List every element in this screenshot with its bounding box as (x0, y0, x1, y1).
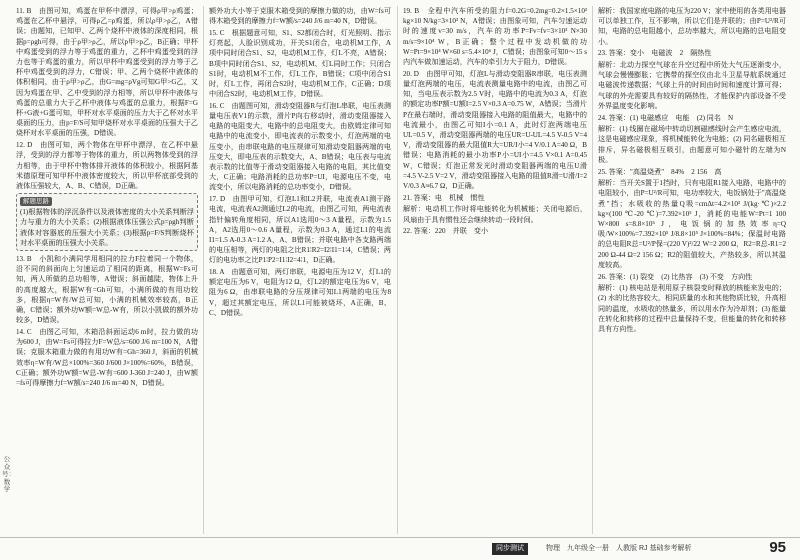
solution-tip-title: 解题思路 (20, 197, 52, 206)
solution-tip-box (16, 193, 198, 251)
answer-11: 11. B 由图可知，鸡蛋在甲杯中漂浮，可得ρ甲>ρ鸡蛋；鸡蛋在乙杯中悬浮，可得ρ乙=ρ鸡蛋，所以ρ甲>ρ乙，A错误；由题知，已知甲、乙两个烧杯中液体的深度相同，根据p=ρgh可得，由于ρ甲>ρ乙，所以p甲>p乙，B正确；甲杯中鸡蛋受到的浮力等于鸡蛋的重力，乙杯中鸡蛋受到的浮力也等于鸡蛋的重力，所以甲杯中鸡蛋受到的浮力等于乙杯中鸡蛋受到的浮力，C错误；甲、乙两个烧杯中液体的体积相同，由于ρ甲>ρ乙，由G=mg=ρVg可知G甲>G乙，又因为鸡蛋在甲、乙中受到的浮力相等，所以甲杯中液体与鸡蛋的总重力大于乙杯中液体与鸡蛋的总重力，根据F=G杯+G液+G蛋可知，甲杯对水平桌面的压力大于乙杯对水平桌面的压力，由p=F/S可知甲烧杯对水平桌面的压强大于乙烧杯对水平桌面的压强，D错误。 (16, 7, 198, 138)
answer-column-1 (16, 6, 198, 536)
answer-13: 13. B 小凯和小满同学用相同的拉力F拉着同一个物体，沿不同的斜面向上匀速运动了相同的距离，根据W=Fs可知，两人所做的总功相等，A错误；斜面越陡，物体上升的高度越大，根据W有=Gh可知，小满所做的有用功较多，根据η=W有/W总可知，小满的机械效率较高，B正确，C错误；额外功W额=W总-W有，所以小凯做的额外功较多，D错误。 (16, 254, 198, 325)
column-divider (397, 6, 398, 534)
answer-26-explanation: 解析：(1) 核电站是利用原子核裂变时释放的核能来发电的；(2) 水的比热容较大，相同质量的水和其他物质比较，升高相同的温度，水吸收的热量多，所以用水作为冷却剂；(3) 能量在转化和转移的过程中总量保持不变，但能量的转化和转移具有方向性。 (598, 284, 786, 334)
answer-column-4 (598, 6, 786, 536)
answer-column-2 (209, 6, 391, 536)
answer-12: 12. D 由图可知，两个物体在甲杯中漂浮，在乙杯中悬浮，受到的浮力都等于物体的重力，所以两物体受到的浮力相等，由于甲杯中物体排开液体的体积较小，根据阿基米德原理可知甲杯中液体密度较大，所以甲杯底部受到的液体压强较大，A、B、C错误，D正确。 (16, 141, 198, 190)
answer-25-explanation: 解析：当开关S置于1挡时，只有电阻R1接入电路，电路中的电阻较小，由P=U²/R可知，电功率较大，电饭锅处于"高温烧煮"挡；水吸收的热量Q吸=cmΔt=4.2×10³ J/(kg·℃)×2.2 kg×(100 ℃-20 ℃)=7.392×10⁵ J，消耗的电能W=Pt=1 100 W×800 s=8.8×10⁵ J，电饭锅的加热效率η=Q吸/W×100%=7.392×10⁵ J/8.8×10⁵ J×100%=84%；保温时电路的总电阻R总=U²/P保=(220 V)²/22 W=2 200 Ω，R2=R总-R1=2 200 Ω-44 Ω=2 156 Ω；R2的阻值较大，产热较多，所以其温度较高。 (598, 179, 786, 269)
answer-15: 15. C 根据题意可知，S1、S2都闭合时，灯光照明、指示灯亮起，人脸识别成功，开关S1闭合，电动机M工作，A项中同时闭合S1、S2，电动机M工作，灯L不亮，A错误；B项中同时闭合S1、S2，电动机M、灯L同时工作；只闭合S1时，电动机M不工作，灯L工作，B错误；C项中闭合S1时，灯L工作，再闭合S2时，电动机M工作，C正确；D项中闭合S2时，电动机M工作，D错误。 (209, 28, 391, 99)
column-divider (203, 6, 204, 534)
column-divider (592, 6, 593, 534)
sidebar-watermark-text: 公众号：数学 (2, 456, 15, 494)
answer-21-explanation: 解析：电动机工作时将电能转化为机械能；关闭电源后，风扇由于具有惯性还会继续转动一段时间。 (403, 205, 587, 224)
answer-19: 19. B 全程中汽车所受的阻力f=0.2G=0.2mg=0.2×1.5×10³ kg×10 N/kg=3×10³ N，A错误；由图象可知，汽车匀速运动时的速度v=30 m/s，汽车的功率P=Fv=fv=3×10³ N×30 m/s=9×10⁴ W，B正确；整个过程中发动机做的功W=Pt=9×10⁴ W×60 s=5.4×10⁶ J，C错误；由图象可知0～15 s内汽车做加速运动，汽车的牵引力大于阻力，D错误。 (403, 7, 587, 67)
answer-23: 23. 答案：变小 电磁波 2 隔热性 (598, 49, 712, 58)
answer-16: 16. C 由题图可知，滑动变阻器R与灯泡L串联，电压表测量电压表V1的示数，滑片P向右移动时，滑动变阻器接入电路的电阻变大，电路中的总电阻变大，由欧姆定律可知电路中的电流变小，即电流表的示数变小，灯泡两端的电压变小，由串联电路的电压规律可知滑动变阻器两端的电压变大，即电压表的示数变大，A、B错误；电压表与电流表示数的比值等于滑动变阻器接入电路的电阻，其比值变大，C正确；电路消耗的总功率P=UI，电源电压不变，电流变小，所以电路消耗的总功率变小，D错误。 (209, 101, 391, 192)
answer-14: 14. C 由图乙可知，木箱沿斜面运动6 m时，拉力做的功为600 J，由W=Fs可得拉力F=W总/s=600 J/6 m=100 N，A错误；克服木箱重力做的有用功W有=Gh=360 J，斜面的机械效率η=W有/W总×100%=360 J/600 J×100%=60%，B错误，C正确；额外功W额=W总-W有=600 J-360 J=240 J，由W额=fs可得摩擦力f=W额/s=240 J/6 m=40 N，D错误。 (16, 327, 198, 387)
answer-22: 22. 答案：220 并联 变小 (403, 227, 489, 236)
page-footer (0, 537, 800, 560)
answer-17: 17. D 由图甲可知，灯泡L1和L2并联，电流表A1测干路电流，电流表A2测通过L2的电流，由图乙可知，两电流表指针偏转角度相同，所以A1选用0～3 A量程，示数为1.5 A，A2选用0～0.6 A量程，示数为0.3 A，通过L1的电流I1=1.5 A-0.3 A=1.2 A，A、B错误；并联电路中各支路两端的电压相等，两灯的电阻之比R1∶R2=I2∶I1=1∶4，C错误；两灯的电功率之比P1∶P2=I1∶I2=4∶1，D正确。 (209, 195, 391, 265)
footer-text: 物理 九年级全一册 人教版 RJ 基础参考解析 (546, 545, 692, 552)
answer-column-3 (403, 6, 587, 536)
answer-26: 26. 答案：(1) 裂变 (2) 比热容 (3) 不变 方向性 (598, 272, 753, 281)
answer-23-explanation: 解析：北动力探空气球在升空过程中所处大气压逐渐变小，气球会慢慢膨胀；它携带的探空仪由北斗卫星导航系统通过电磁波传递数据；气球上升的时间由时间和速度计算可得；气球的外壳需要具有较好的隔热性，才能保护内部设备不受外界温度变化影响。 (598, 61, 786, 110)
answer-20: 20. D 由图甲可知，灯泡L与滑动变阻器R串联，电压表测量灯泡两端的电压，电流表测量电路中的电流，由图乙可知，当电压表示数为2.5 V时，电路中的电流为0.3 A，灯泡的额定功率P额=U额I=2.5 V×0.3 A=0.75 W，A错误；当滑片P在最右端时，滑动变阻器接入电路的阻值最大，电路中的电流最小，由图乙可知I小=0.1 A，此时灯泡两端电压UL=0.5 V，滑动变阻器两端的电压UR=U-UL=4.5 V-0.5 V=4 V，滑动变阻器的最大阻值R大=UR/I小=4 V/0.1 A=40 Ω，B错误；电路消耗的最小功率P小=UI小=4.5 V×0.1 A=0.45 W，C错误；灯泡正常发光时滑动变阻器两端的电压U滑=4.5 V-2.5 V=2 V，滑动变阻器接入电路的阻值R滑=U滑/I=2 V/0.3 A≈6.7 Ω，D正确。 (403, 69, 587, 190)
answer-22-explanation: 解析：我国家庭电路的电压为220 V；家中使用的各类用电器可以单独工作，互不影响，所以它们是并联的；由P=U²/R可知，电路的总电阻越小，总功率越大，所以电路的总电阻变小。 (598, 7, 786, 46)
page-number: 95 (769, 539, 786, 556)
answer-25: 25. 答案："高温烧煮" 84% 2 156 高 (598, 167, 722, 176)
answer-24: 24. 答案：(1) 电磁感应 电能 (2) 同名 N (598, 113, 734, 122)
footer-tag: 同步测试 (492, 543, 528, 555)
answer-24-explanation: 解析：(1) 线圈在磁场中转动切割磁感线时会产生感应电流，这是电磁感应现象，将机械能转化为电能；(2) 同名磁极相互排斥，异名磁极相互吸引，由题意可知小磁针的左端为N极。 (598, 125, 786, 164)
answer-14-continued: 额外功大小等于克服木箱受到的摩擦力做的功，由W=fs可得木箱受到的摩擦力f=W额/s=240 J/6 m=40 N，D错误。 (209, 7, 391, 26)
solution-tip-text: (1)根据物体的浮沉条件以及液体密度的大小关系判断浮力与重力的大小关系；(2)根据液体压强公式p=ρgh判断液体对容器底的压强大小关系；(3)根据p=F/S判断烧杯对水平桌面的压强大小关系。 (20, 208, 194, 247)
answer-21: 21. 答案：电 机械 惯性 (403, 193, 485, 202)
answer-18: 18. A 由题意可知，两灯串联，电源电压为12 V，灯L1的额定电压为6 V，电阻为12 Ω，灯L2的额定电压为6 V，电阻为6 Ω，由串联电路的分压规律可知L1两端的电压为8 V，超过其额定电压，所以L1可能被烧坏，A正确，B、C、D错误。 (209, 268, 391, 317)
